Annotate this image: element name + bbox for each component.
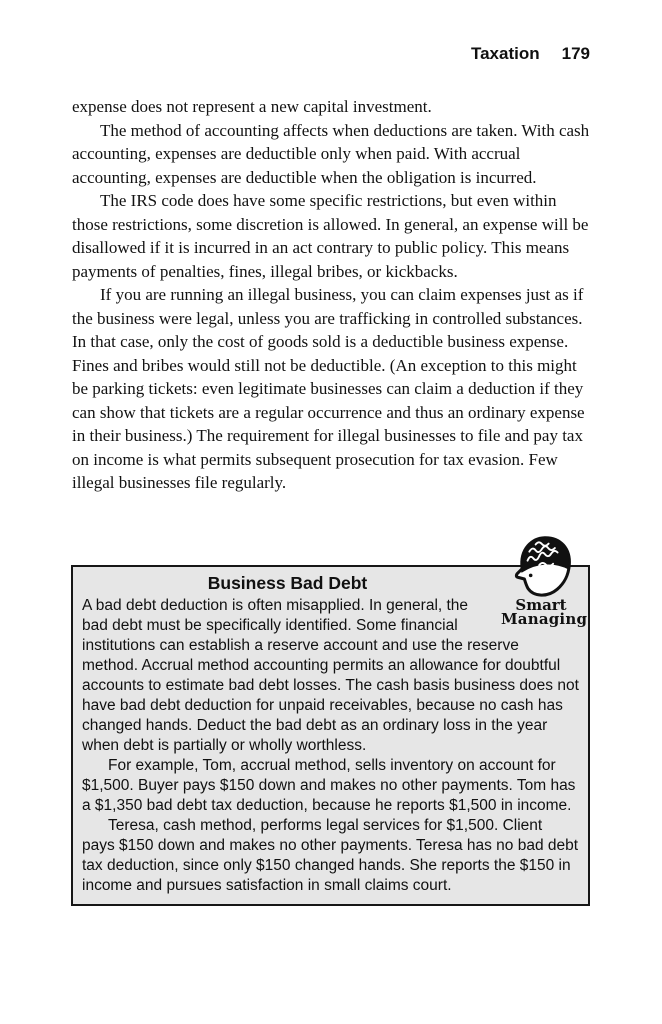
sidebar-paragraph: A bad debt deduction is often misapplied. In general, the bad debt must be specifically identified. Some financial institutions can establish a reserve account and use the reserve method. Accrual method accounting permits an allowance for doubtful accounts to estimate bad debt losses. The cash basis business does not have bad debt deduction for unpaid receivables, because no cash has changed hands. Deduct the bad debt as an ordinary loss in the year when debt is partially or wholly worthless. bbox=[82, 597, 579, 754]
sidebar-paragraph: For example, Tom, accrual method, sells inventory on account for $1,500. Buyer pays $150 down and makes no other payments. Tom has a $1,350 bad debt tax deduction, because he reports $1,500 in income. bbox=[82, 757, 576, 814]
smart-managing-label-line1: Smart bbox=[515, 596, 567, 614]
smart-managing-badge bbox=[501, 531, 588, 628]
body-paragraph: If you are running an illegal business, you can claim expenses just as if the business were legal, unless you are trafficking in controlled substances. In that case, only the cost of goods sold is a deductible business expense. Fines and bribes would still not be deductible. (An exception to this might be parking tickets: even legitimate businesses can claim a deduction if they can show that tickets are a regular occurrence and thus an ordinary expense in their business.) The requirement for illegal businesses to file and pay tax on income is what permits subsequent prosecution for tax evasion. Few illegal businesses file regularly. bbox=[72, 285, 585, 492]
body-paragraph: expense does not represent a new capital investment. bbox=[72, 97, 432, 116]
body-paragraph: The method of accounting affects when deductions are taken. With cash accounting, expenses are deductible only when paid. With accrual accounting, expenses are deductible when the obligation is incurred. bbox=[72, 120, 590, 187]
sidebar-box-business-bad-debt bbox=[71, 565, 590, 906]
smart-managing-label bbox=[501, 596, 588, 628]
body-text-column bbox=[72, 95, 590, 495]
chapter-title: Taxation bbox=[470, 44, 540, 63]
brain-head-icon bbox=[501, 531, 581, 601]
sidebar-paragraph: Teresa, cash method, performs legal services for $1,500. Client pays $150 down and makes no other payments. Teresa has no bad debt tax deduction, since only $150 changed hands. She reports the $150 in income and pursues satisfaction in small claims court. bbox=[82, 817, 579, 894]
body-paragraph: The IRS code does have some specific restrictions, but even within those restrictions, some discretion is allowed. In general, an expense will be disallowed if it is incurred in an act contrary to public policy. This means payments of penalties, fines, illegal bribes, or kickbacks. bbox=[72, 191, 589, 281]
running-header bbox=[72, 44, 590, 64]
sidebar-title: Business Bad Debt bbox=[207, 573, 368, 593]
smart-managing-label-line2: Managing bbox=[501, 609, 588, 628]
page-number: 179 bbox=[561, 44, 590, 63]
